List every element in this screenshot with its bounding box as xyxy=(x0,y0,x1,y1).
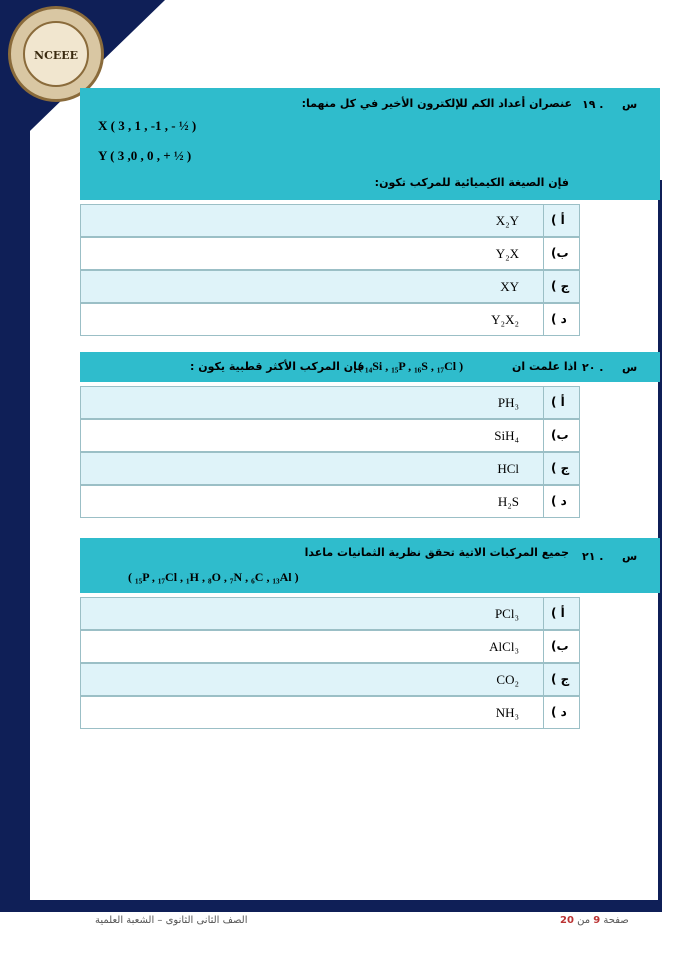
q19-option-d[interactable] xyxy=(80,303,580,336)
q19-option-b-letter: ب) xyxy=(551,246,569,260)
footer-page-current: 9 xyxy=(593,915,601,926)
q21-option-d-letter: د ) xyxy=(551,705,567,719)
logo-seal xyxy=(23,21,89,87)
q19-option-a[interactable] xyxy=(80,204,580,237)
q21-prefix: س xyxy=(622,550,638,563)
footer-page-number xyxy=(560,915,629,926)
q19-option-d-letter: د ) xyxy=(551,312,567,326)
bottom-border xyxy=(0,900,662,912)
q20-option-b[interactable] xyxy=(80,419,580,452)
q20-option-c[interactable] xyxy=(80,452,580,485)
q19-y-line: Y ( 3 ,0 , 0 , + ½ ) xyxy=(98,148,192,163)
q19-x-line: X ( 3 , 1 , -1 , - ½ ) xyxy=(98,118,197,133)
q19-option-a-letter: أ ) xyxy=(551,213,565,227)
footer-of: من xyxy=(577,915,591,926)
q21-option-c[interactable] xyxy=(80,663,580,696)
q19-option-b-value: Y₂X xyxy=(495,246,519,261)
q20-option-d-letter: د ) xyxy=(551,494,567,508)
q19-option-c-letter: ج ) xyxy=(551,279,570,293)
q20-stem-formula: ( ₁₄Si , ₁₅P , ₁₆S , ₁₇Cl ) xyxy=(358,359,464,373)
footer-page-total: 20 xyxy=(560,915,574,926)
q20-option-a-letter: أ ) xyxy=(551,395,565,409)
q19-question: فإن الصيغة الكيميائية للمركب تكون: xyxy=(374,176,569,189)
q20-option-c-letter: ج ) xyxy=(551,461,570,475)
q21-option-b-letter: ب) xyxy=(551,639,569,653)
q20-option-c-value: HCl xyxy=(497,461,519,476)
q21-option-b[interactable] xyxy=(80,630,580,663)
q20-stem-a: اذا علمت ان xyxy=(512,360,578,373)
q20-option-d[interactable] xyxy=(80,485,580,518)
logo-text: NCEEE xyxy=(34,49,78,62)
q21-option-d[interactable] xyxy=(80,696,580,729)
q19-option-a-value: X₂Y xyxy=(495,213,519,228)
q20-number: ٢٠ . xyxy=(582,361,604,374)
q19-stem: عنصران أعداد الكم للإلكترون الأخير في كل منهما: xyxy=(301,97,572,110)
left-border xyxy=(0,0,30,912)
q19-option-c-value: XY xyxy=(500,279,519,294)
q20-option-d-value: H₂S xyxy=(497,494,519,509)
q20-option-a[interactable] xyxy=(80,386,580,419)
q19-option-c[interactable] xyxy=(80,270,580,303)
footer-page-word: صفحة xyxy=(603,915,629,926)
q21-stem: جميع المركبات الاتية تحقق نظرية الثمانيات ماعدا xyxy=(304,546,569,559)
q21-option-a-value: PCl₃ xyxy=(494,606,519,621)
q21-option-a-letter: أ ) xyxy=(551,606,565,620)
q21-option-c-letter: ج ) xyxy=(551,672,570,686)
q20-option-b-value: SiH₄ xyxy=(494,428,519,443)
q21-number: ٢١ . xyxy=(582,550,604,563)
q21-stem-formula: ( ₁₅P , ₁₇Cl , ₁H , ₈O , ₇N , ₆C , ₁₃Al ) xyxy=(128,570,299,584)
q21-option-a[interactable] xyxy=(80,597,580,630)
q20-prefix: س xyxy=(622,361,638,374)
q21-option-c-value: CO₂ xyxy=(496,672,519,687)
q21-option-d-value: NH₃ xyxy=(495,705,519,720)
q20-option-a-value: PH₃ xyxy=(497,395,519,410)
q19-prefix: س xyxy=(622,98,638,111)
q20-stem-b: فإن المركب الأكثر قطبية يكون : xyxy=(190,360,365,373)
q21-option-b-value: AlCl₃ xyxy=(489,639,519,654)
q20-option-b-letter: ب) xyxy=(551,428,569,442)
q19-option-d-value: Y₂X₂ xyxy=(491,312,519,327)
footer-grade: الصف الثانى الثانوى – الشعبة العلمية xyxy=(95,915,248,926)
q19-option-b[interactable] xyxy=(80,237,580,270)
q19-number: ١٩ . xyxy=(582,98,604,111)
